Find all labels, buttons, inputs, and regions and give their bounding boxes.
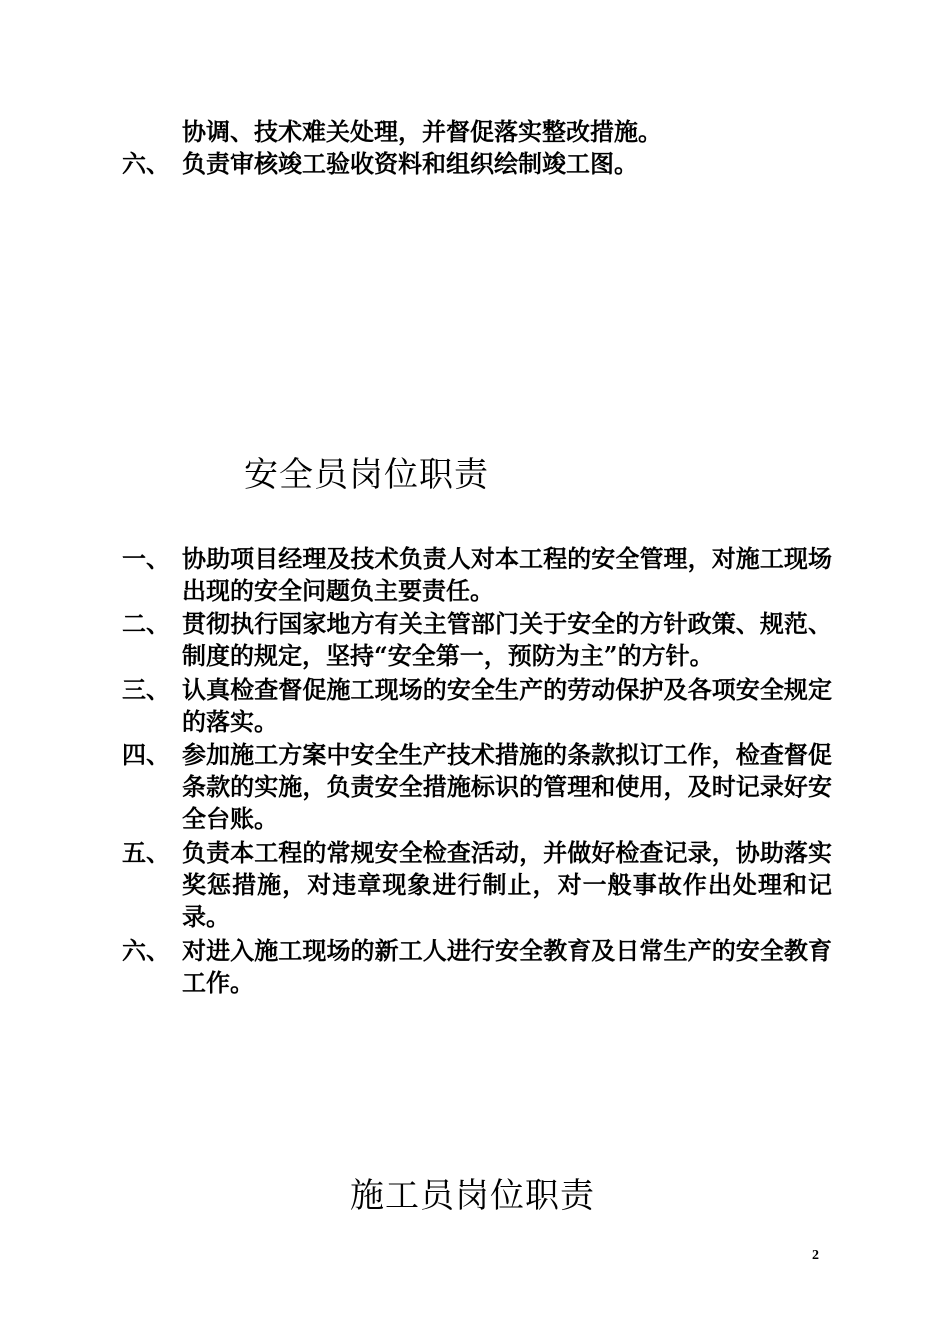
item-number: 三、 xyxy=(122,675,170,704)
item-text: 协助项目经理及技术负责人对本工程的安全管理，对施工现场出现的安全问题负主要责任。 xyxy=(182,544,832,605)
item-number: 二、 xyxy=(122,609,170,638)
item-number: 五、 xyxy=(122,838,170,867)
item-number: 六、 xyxy=(122,149,170,178)
safety-duty-item-6 xyxy=(122,935,832,999)
safety-duty-item-5 xyxy=(122,837,832,933)
item-number: 六、 xyxy=(122,936,170,965)
item-number: 四、 xyxy=(122,740,170,769)
item-text: 负责本工程的常规安全检查活动，并做好检查记录，协助落实奖惩措施，对违章现象进行制止，对一般事故作出处理和记录。 xyxy=(182,838,832,931)
item-text: 对进入施工现场的新工人进行安全教育及日常生产的安全教育工作。 xyxy=(182,936,832,997)
safety-officer-title: 安全员岗位职责 xyxy=(244,455,489,495)
item-text: 负责审核竣工验收资料和组织绘制竣工图。 xyxy=(182,149,638,178)
item-text: 贯彻执行国家地方有关主管部门关于安全的方针政策、规范、制度的规定，坚持“安全第一，预防为主”的方针。 xyxy=(182,609,832,670)
page-number: 2 xyxy=(812,1248,819,1263)
item-text: 认真检查督促施工现场的安全生产的劳动保护及各项安全规定的落实。 xyxy=(182,675,832,736)
safety-duty-item-1 xyxy=(122,543,832,607)
constructor-section-title: 施工员岗位职责 xyxy=(350,1176,595,1216)
continuation-line: 协调、技术难关处理，并督促落实整改措施。 xyxy=(182,117,662,146)
item-text: 参加施工方案中安全生产技术措施的条款拟订工作，检查督促条款的实施，负责安全措施标识的管理和使用，及时记录好安全台账。 xyxy=(182,740,832,833)
safety-duty-item-4 xyxy=(122,739,832,835)
prev-duty-item-6 xyxy=(122,148,832,180)
safety-duty-item-2 xyxy=(122,608,832,672)
item-number: 一、 xyxy=(122,544,170,573)
safety-duty-item-3 xyxy=(122,674,832,738)
